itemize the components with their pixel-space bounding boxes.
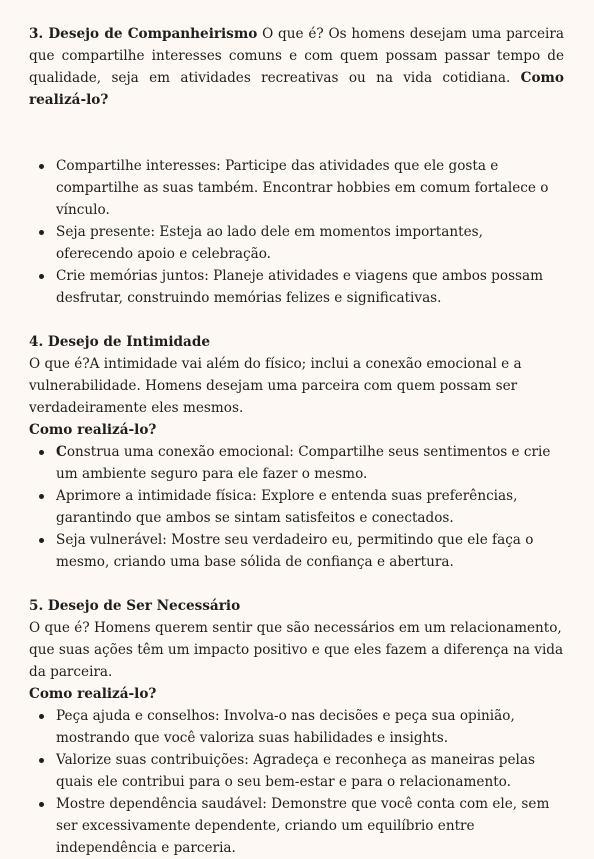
list-item: Crie memórias juntos: Planeje atividades e viagens que ambos possam desfrutar, construindo memórias felizes e significativas.: [29, 265, 564, 309]
spacer: [29, 573, 564, 595]
list-item: Compartilhe interesses: Participe das atividades que ele gosta e compartilhe as suas também. Encontrar hobbies em comum fortalece o vínculo.: [29, 155, 564, 221]
section-3-how-label: Como realizá-lo?: [29, 70, 564, 108]
list-item-initial: C: [56, 444, 67, 460]
list-item: Mostre dependência saudável: Demonstre que você conta com ele, sem ser excessivamente dependente, criando um equilíbrio entre independência e parceria.: [29, 793, 564, 859]
list-item: [29, 441, 564, 485]
list-item-text: onstrua uma conexão emocional: Compartilhe seus sentimentos e crie um ambiente seguro para ele fazer o mesmo.: [56, 444, 551, 482]
section-5-text: O que é? Homens querem sentir que são necessários em um relacionamento, que suas ações têm um impacto positivo e que eles fazem a diferença na vida da parceira.: [29, 620, 564, 680]
spacer: [29, 111, 564, 155]
section-5-list: [29, 705, 564, 859]
section-4-list: [29, 441, 564, 573]
list-item: Seja vulnerável: Mostre seu verdadeiro eu, permitindo que ele faça o mesmo, criando uma base sólida de confiança e abertura.: [29, 529, 564, 573]
list-item: Seja presente: Esteja ao lado dele em momentos importantes, oferecendo apoio e celebração.: [29, 221, 564, 265]
section-3-heading: 3. Desejo de Companheirismo: [29, 26, 258, 42]
section-3-paragraph: [29, 23, 564, 111]
spacer: [29, 309, 564, 331]
section-3-list: [29, 155, 564, 309]
list-item: Valorize suas contribuições: Agradeça e reconheça as maneiras pelas quais ele contribui para o seu bem-estar e para o relacionamento.: [29, 749, 564, 793]
list-item: Aprimore a intimidade física: Explore e entenda suas preferências, garantindo que ambos se sintam satisfeitos e conectados.: [29, 485, 564, 529]
section-4-how-label: Como realizá-lo?: [29, 422, 157, 438]
list-item: Peça ajuda e conselhos: Involva-o nas decisões e peça sua opinião, mostrando que você valoriza suas habilidades e insights.: [29, 705, 564, 749]
section-4-heading: 4. Desejo de Intimidade: [29, 334, 210, 350]
document-page: [29, 23, 564, 859]
section-4-text: O que é?A intimidade vai além do físico; inclui a conexão emocional e a vulnerabilidade. Homens desejam uma parceira com quem possam ser verdadeiramente eles mesmos.: [29, 356, 522, 416]
section-5-heading: 5. Desejo de Ser Necessário: [29, 598, 241, 614]
section-3-text: O que é? Os homens desejam uma parceira que compartilhe interesses comuns e com quem possam passar tempo de qualidade, seja em atividades recreativas ou na vida cotidiana.: [29, 26, 565, 86]
section-5-how-label: Como realizá-lo?: [29, 686, 157, 702]
